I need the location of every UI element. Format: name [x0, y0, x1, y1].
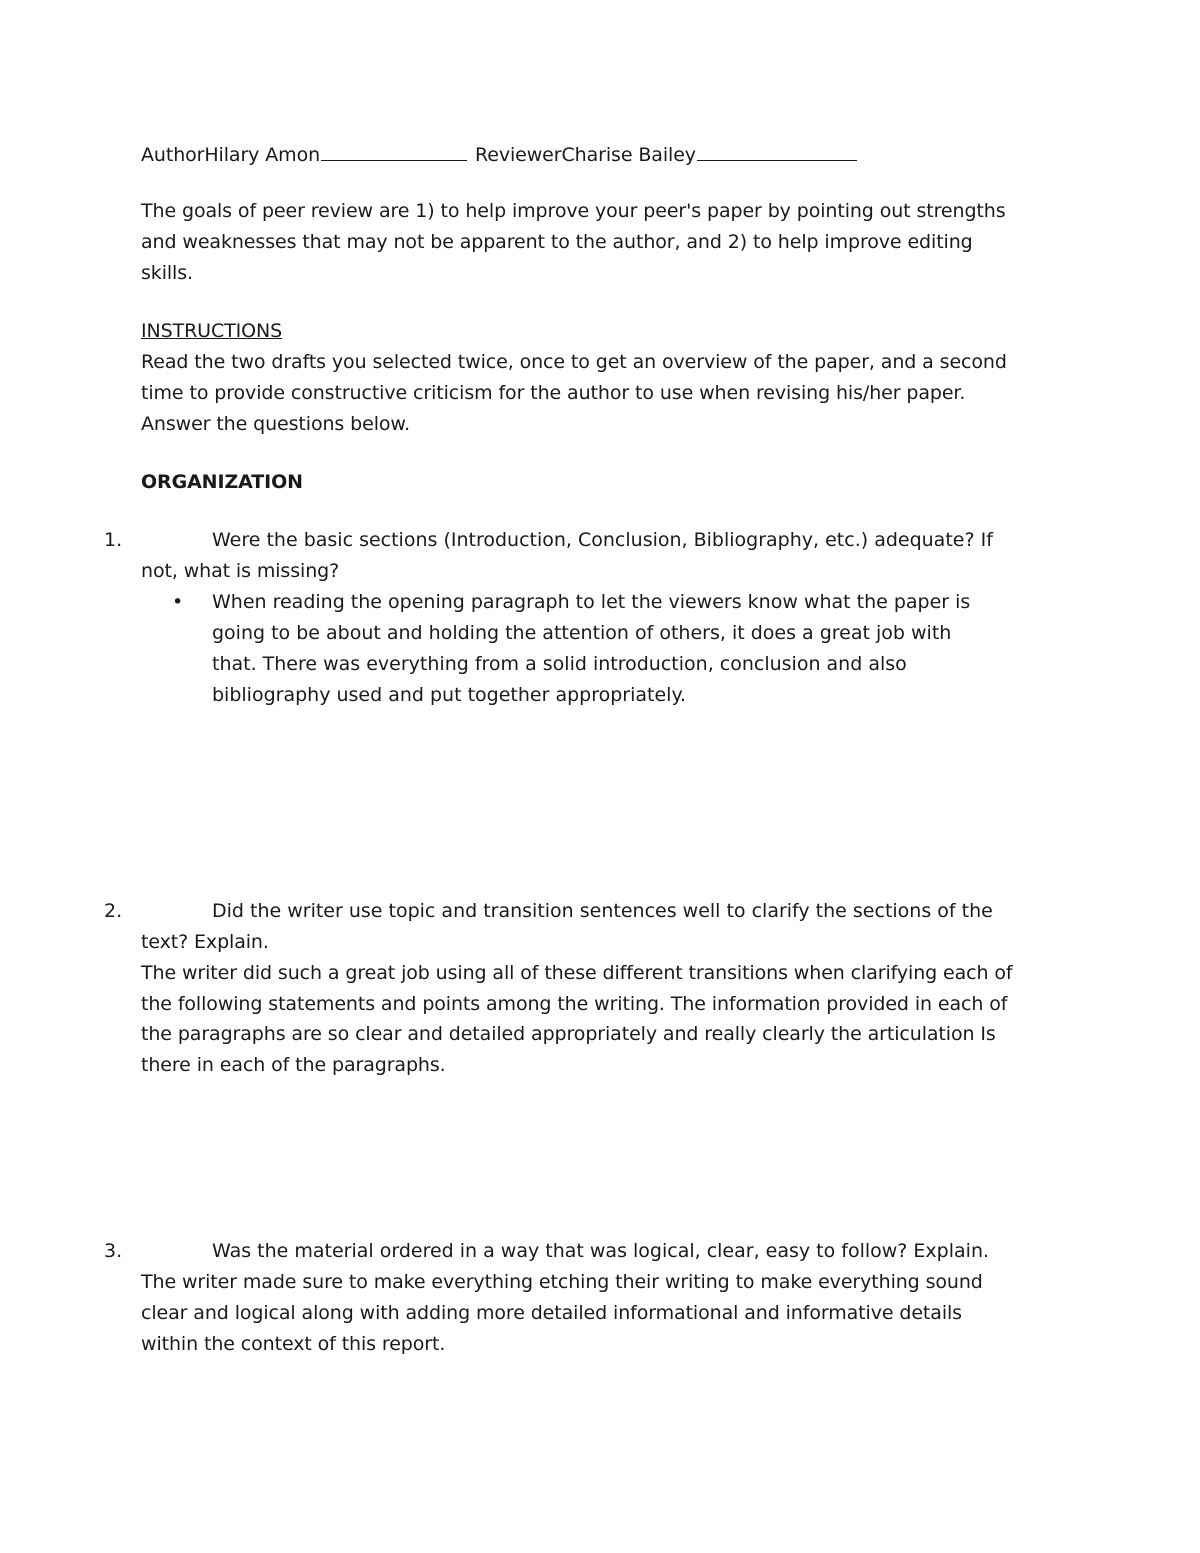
instructions-line-2: time to provide constructive criticism for the author to use when revising his/her paper. — [141, 382, 966, 404]
question-3-number: 3. — [104, 1240, 123, 1262]
question-2-number: 2. — [104, 900, 123, 922]
instructions-heading: INSTRUCTIONS — [141, 320, 283, 342]
answer-2-line-3: the paragraphs are so clear and detailed appropriately and really clearly the articulation Is — [141, 1023, 996, 1045]
answer-2-line-4: there in each of the paragraphs. — [141, 1054, 446, 1076]
bullet-icon: • — [172, 591, 184, 613]
goals-line-3: skills. — [141, 262, 193, 284]
reviewer-name: Charise Bailey — [561, 144, 696, 166]
answer-3-line-3: within the context of this report. — [141, 1333, 446, 1355]
answer-3-line-1: The writer made sure to make everything etching their writing to make everything sound — [141, 1271, 983, 1293]
reviewer-blank — [697, 138, 857, 161]
answer-1-line-3: that. There was everything from a solid introduction, conclusion and also — [212, 653, 907, 675]
author-name: Hilary Amon — [204, 144, 321, 166]
question-2-text: Did the writer use topic and transition sentences well to clarify the sections of the — [212, 900, 993, 922]
answer-1-line-4: bibliography used and put together appropriately. — [212, 684, 687, 706]
author-blank — [321, 138, 467, 161]
author-label: Author — [141, 144, 205, 166]
header-line — [141, 138, 857, 171]
question-2-text-cont: text? Explain. — [141, 931, 269, 953]
reviewer-label: Reviewer — [474, 144, 562, 166]
question-3-text: Was the material ordered in a way that was logical, clear, easy to follow? Explain. — [212, 1240, 990, 1262]
goals-line-1: The goals of peer review are 1) to help improve your peer's paper by pointing out strengths — [141, 200, 1006, 222]
section-heading: ORGANIZATION — [141, 471, 303, 493]
instructions-line-1: Read the two drafts you selected twice, once to get an overview of the paper, and a second — [141, 351, 1007, 373]
question-1-text-cont: not, what is missing? — [141, 560, 340, 582]
question-1-text: Were the basic sections (Introduction, Conclusion, Bibliography, etc.) adequate? If — [212, 529, 993, 551]
answer-3-line-2: clear and logical along with adding more detailed informational and informative details — [141, 1302, 962, 1324]
answer-1-line-1: When reading the opening paragraph to let the viewers know what the paper is — [212, 591, 971, 613]
question-1-number: 1. — [104, 529, 123, 551]
goals-line-2: and weaknesses that may not be apparent to the author, and 2) to help improve editing — [141, 231, 973, 253]
answer-1-line-2: going to be about and holding the attention of others, it does a great job with — [212, 622, 952, 644]
answer-2-line-2: the following statements and points among the writing. The information provided in each of — [141, 993, 1008, 1015]
answer-2-line-1: The writer did such a great job using all of these different transitions when clarifying each of — [141, 962, 1013, 984]
instructions-line-3: Answer the questions below. — [141, 413, 411, 435]
